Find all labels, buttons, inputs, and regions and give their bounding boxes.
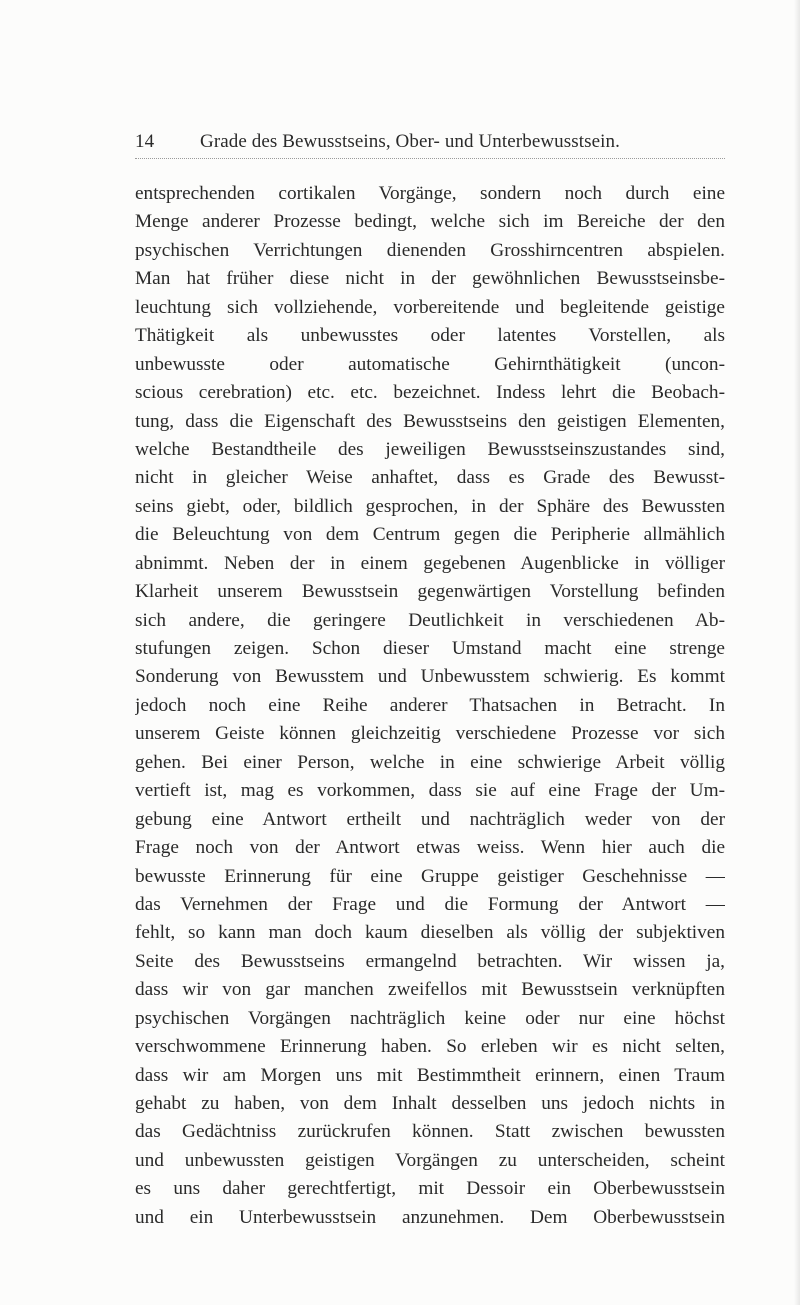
- text-line: stufungen zeigen. Schon dieser Umstand macht eine strenge: [135, 638, 725, 659]
- text-line: es uns daher gerechtfertigt, mit Dessoir ein Oberbewusstsein: [135, 1178, 725, 1200]
- text-line: leuchtung sich vollziehende, vorbereitende und begleitende geistige: [135, 296, 725, 318]
- text-line: unbewusste oder automatische Gehirnthätigkeit (uncon-: [135, 353, 725, 375]
- text-line: Klarheit unserem Bewusstsein gegenwärtigen Vorstellung befinden: [135, 581, 725, 603]
- text-line: abnimmt. Neben der in einem gegebenen Augenblicke in völliger: [135, 552, 725, 574]
- text-line: vertieft ist, mag es vorkommen, dass sie auf eine Frage der Um-: [135, 780, 725, 802]
- text-line: nicht in gleicher Weise anhaftet, dass es Grade des Bewusst-: [135, 467, 725, 489]
- body-text: [135, 180, 725, 1232]
- text-line: gehabt zu haben, von dem Inhalt desselben uns jedoch nichts in: [135, 1093, 725, 1114]
- text-line: scious cerebration) etc. etc. bezeichnet. Indess lehrt die Beobach-: [135, 382, 725, 404]
- text-line: das Vernehmen der Frage und die Formung der Antwort —: [135, 893, 725, 915]
- text-line: jedoch noch eine Reihe anderer Thatsachen in Betracht. In: [135, 694, 725, 716]
- text-line: Sonderung von Bewusstem und Unbewusstem schwierig. Es kommt: [135, 666, 725, 688]
- text-line: verschwommene Erinnerung haben. So erleben wir es nicht selten,: [135, 1036, 725, 1058]
- text-line: unserem Geiste können gleichzeitig verschiedene Prozesse vor sich: [135, 723, 725, 745]
- text-line: Thätigkeit als unbewusstes oder latentes Vorstellen, als: [135, 325, 725, 347]
- text-line: und ein Unterbewusstsein anzunehmen. Dem Oberbewusstsein: [135, 1206, 725, 1228]
- text-line: das Gedächtniss zurückrufen können. Statt zwischen bewussten: [135, 1121, 725, 1143]
- page-header: [135, 131, 725, 157]
- text-line: dass wir am Morgen uns mit Bestimmtheit erinnern, einen Traum: [135, 1064, 725, 1086]
- text-line: Seite des Bewusstseins ermangelnd betrachten. Wir wissen ja,: [135, 950, 725, 972]
- page-edge-shadow: [794, 0, 800, 1305]
- text-line: psychischen Vorgängen nachträglich keine oder nur eine höchst: [135, 1007, 725, 1029]
- text-line: gehen. Bei einer Person, welche in eine schwierige Arbeit völlig: [135, 751, 725, 773]
- text-line: sich andere, die geringere Deutlichkeit in verschiedenen Ab-: [135, 609, 725, 631]
- text-line: Man hat früher diese nicht in der gewöhnlichen Bewusstseinsbe-: [135, 268, 725, 290]
- page-number: 14: [135, 131, 155, 152]
- text-line: psychischen Verrichtungen dienenden Grosshirncentren abspielen.: [135, 239, 725, 261]
- text-line: fehlt, so kann man doch kaum dieselben als völlig der subjektiven: [135, 922, 725, 944]
- text-line: gebung eine Antwort ertheilt und nachträglich weder von der: [135, 808, 725, 830]
- text-line: welche Bestandtheile des jeweiligen Bewusstseinszustandes sind,: [135, 438, 725, 460]
- text-line: Frage noch von der Antwort etwas weiss. Wenn hier auch die: [135, 837, 725, 859]
- text-line: entsprechenden cortikalen Vorgänge, sondern noch durch eine: [135, 183, 725, 204]
- running-title: Grade des Bewusstseins, Ober- und Unterbewusstsein.: [200, 131, 621, 152]
- text-line: tung, dass die Eigenschaft des Bewusstseins den geistigen Elementen,: [135, 410, 725, 432]
- text-line: dass wir von gar manchen zweifellos mit Bewusstsein verknüpften: [135, 979, 725, 1001]
- text-line: bewusste Erinnerung für eine Gruppe geistiger Geschehnisse —: [135, 865, 725, 887]
- header-divider: [135, 158, 725, 159]
- text-line: Menge anderer Prozesse bedingt, welche sich im Bereiche der den: [135, 211, 725, 233]
- text-line: und unbewussten geistigen Vorgängen zu unterscheiden, scheint: [135, 1149, 725, 1171]
- text-line: seins giebt, oder, bildlich gesprochen, in der Sphäre des Bewussten: [135, 495, 725, 517]
- text-line: die Beleuchtung von dem Centrum gegen die Peripherie allmählich: [135, 524, 725, 546]
